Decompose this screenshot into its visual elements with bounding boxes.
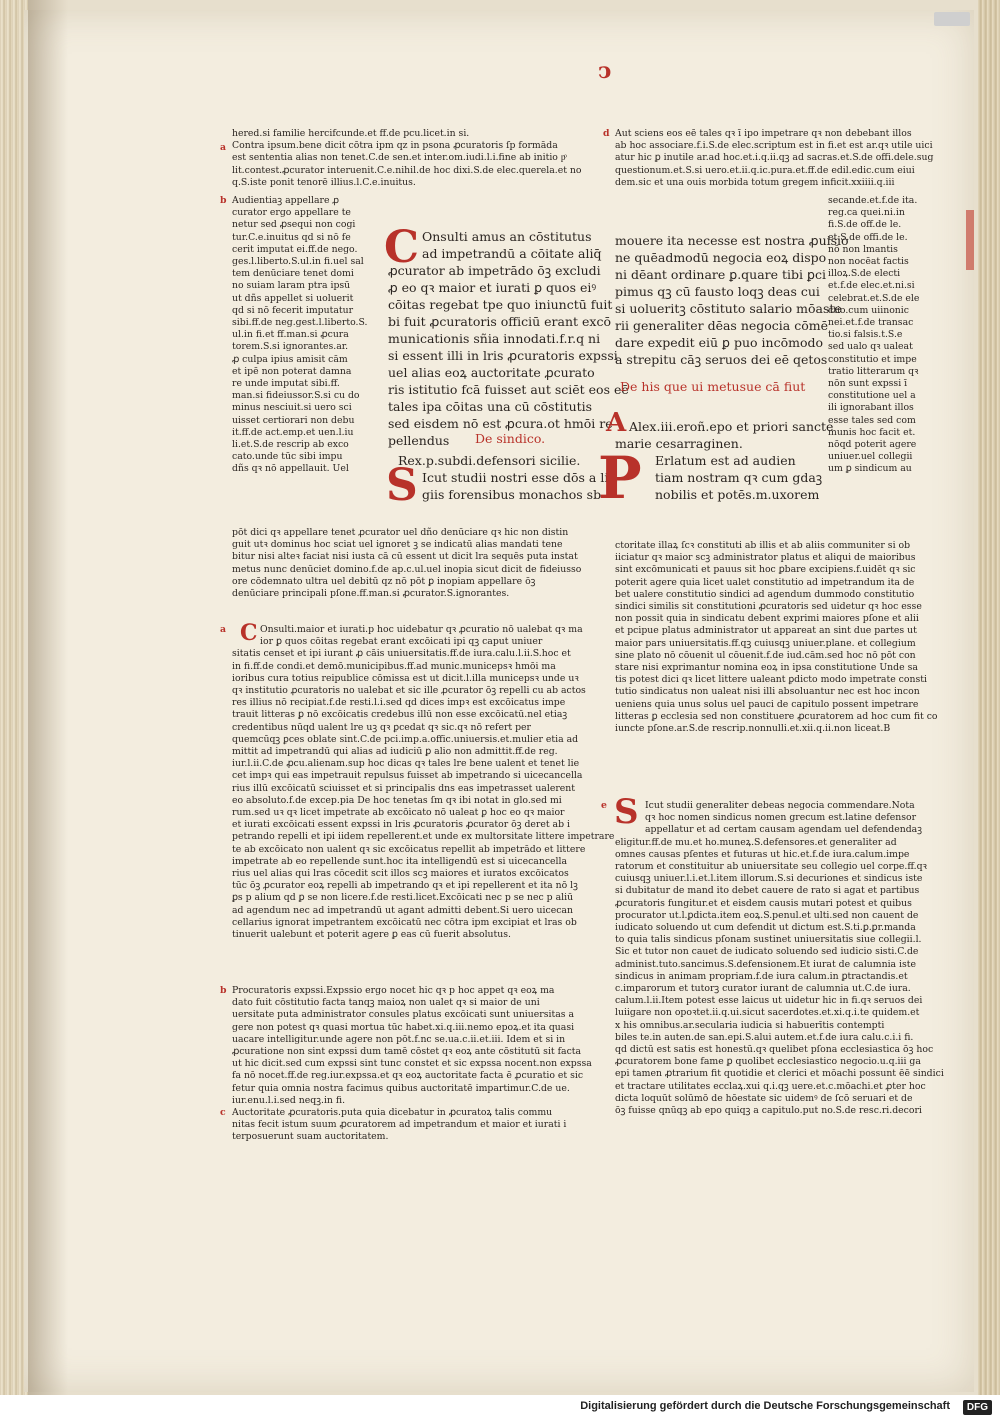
text-line: constitutio et impe (828, 353, 917, 365)
marker-b: b (220, 195, 227, 206)
text-line: quemcūqꝫ ꝑces oblate sint.C.de pci.imp.a.offic.uniuersis.et.mulier etia ad (232, 733, 579, 745)
text-line: dem.sic et una ouis morbida totum gregem inficit.xxiiii.q.iii (615, 176, 895, 188)
text-line: Icut studii nostri esse dōs a liti (422, 470, 618, 485)
text-line: rum.sed uꝛ qꝛ licet impetrate ab excōicato nō ualeat ꝑ hoc eo qꝛ maior (232, 807, 565, 819)
text-line: ratorum et constituitur ab uniuersitate seu collegio uel corpe.ff.qꝛ (615, 861, 927, 873)
text-line: esse tales sed com (828, 414, 916, 426)
text-line: ctoritate illaꝝ ſcꝛ constituti ab illis et ab aliis communiter si ob (615, 540, 911, 551)
text-line: luiigare non opoꝛtet.ii.q.ui.sicut sacerdotes.et.xi.q.i.te quidem.et (615, 1007, 920, 1019)
text-line: nitas fecit istum suum ꝓcuratorem ad impetrandum et maior et iurati i (232, 1119, 567, 1131)
text-line: fi.S.de off.de le. (828, 219, 902, 231)
text-line: atur hic ꝑ inutile ar.ad hoc.et.i.q.ii.qꝫ ad sacras.et.S.de offi.dele.sug (615, 152, 934, 164)
rubric-heading-de-sindico: De sindico. (475, 431, 546, 446)
text-line: curator ergo appellare te (232, 207, 351, 219)
text-line: biles te.in auten.de san.epi.S.alui autem.et.f.de iura calu.c.i.i fi. (615, 1031, 914, 1043)
text-line: man.si fideiussor.S.si cu do (232, 390, 360, 402)
text-line: dare expedit eiū ꝑ puo incōmodo (615, 335, 824, 350)
text-line: minus nesciuit.si uero sci (232, 402, 352, 414)
text-line: c.imparorum et tutorꝫ curator iurant de calumnia ut.C.de iura. (615, 983, 911, 995)
text-line: eo absoluto.f.de excep.pia De hoc tenetas ſm qꝛ ibi notat in glo.sed mi (232, 794, 562, 806)
text-line: li.et.S.de rescrip ab exco (232, 439, 349, 451)
center-text-after-heading (388, 452, 618, 503)
left-narrow-gloss (220, 195, 368, 476)
text-line: sed eisdem nō est ꝓcura.ot hmōi re (388, 416, 613, 431)
text-line: marie cesarraginen. (615, 436, 743, 451)
text-line: no suiam laram ptra ipsū (232, 280, 351, 292)
left-wide-gloss (232, 527, 597, 600)
text-line: et.S.de offi.de le. (828, 231, 908, 243)
text-line: Audientiaꝫ appellare ꝓ (232, 195, 340, 206)
text-line: bet ualere constitutio sindici ad agendum dummodo constitutio (615, 588, 915, 600)
text-line: tis potest dici qꝛ licet littere ualeant ꝑdicto modo impetrate consti (615, 674, 927, 686)
text-line: sint excōmunicati et pauus sit hoc ꝑbare excipiens.f.uidēt qꝛ sic (615, 564, 916, 576)
spine-shadow (28, 0, 68, 1395)
text-line: dato fuit cōstitutio facta tanqꝫ maioꝝ non ualet qꝛ si maior de uni (232, 997, 540, 1009)
text-line: Onsulti amus an cōstitutus (422, 229, 592, 244)
text-line: ili ignorabant illos (828, 402, 914, 414)
text-line: et ipē non poterat damna (232, 365, 352, 377)
text-line: q.S.iste ponit tenorē illius.l.C.e.inuitus. (232, 176, 416, 188)
left-bottom-gloss (220, 985, 597, 1144)
text-line: cōitas regebat tpe quo iniunctū fuit (388, 297, 613, 312)
marker-a: a (220, 624, 227, 635)
text-line: omnes causas pſentes et futuras ut hic.et.f.de iura.calum.impe (615, 848, 910, 860)
text-line: appellatur et ad certam causam agendam uel defendendaꝫ (645, 824, 922, 836)
initial-a: A (606, 408, 627, 438)
text-line: Icut studii generaliter debeas negocia commendare.Nota (645, 800, 915, 811)
text-line: ad impetrandū a cōitate aliq̄ (422, 246, 602, 261)
text-line: sed ualo qꝛ ualeat (828, 341, 913, 353)
text-line: mouere ita necesse est nostra ꝓuisio (615, 233, 849, 248)
text-line: petrando repelli et ipi iidem repellerent.et unde ex multorsitate littere impetrare (232, 831, 615, 843)
text-line: ꝓcuratoris fungitur.et et eisdem causis mutari potest et quibus (615, 897, 912, 909)
text-line: sindici similis sit constitutioni ꝓcuratoris sed uidetur qꝛ hoc esse (615, 601, 922, 613)
text-line: trauit litteras ꝑ nō excōicatis credebus illū non esse excōicatū.nel etiaꝫ (232, 709, 568, 721)
text-line: nei.et.f.de transac (828, 317, 914, 329)
text-line: calum.l.ii.Item potest esse laicus ut uidetur hic in fi.qꝛ seruos dei (615, 995, 923, 1007)
text-line: uersitate puta administrator consules platus excōicati sunt uniuersitas a (232, 1009, 575, 1021)
text-line: non nocēat factis (828, 256, 909, 268)
text-line: sitatis censet et ipi iurant ꝓ cāis uniuersitatis.ff.de iura.calu.l.ii.S.hoc et (232, 648, 571, 660)
text-line: fa nō nocet.ff.de reg.iur.expssa.et qꝛ eoꝝ auctoritate facta ē ꝓcuratio et sic (232, 1070, 584, 1082)
text-line: sibi.ff.de neg.gest.l.liberto.S. (232, 317, 368, 329)
text-line: qꝛ institutio ꝓcuratoris no ualebat et sic ille ꝓcurator ōꝫ repelli cu ab actos (232, 685, 586, 697)
text-line: qꝛ hoc nomen sindicus nomen grecum est.latine defensor (645, 812, 917, 824)
text-line: ueniens quia unus solus uel pauci de capitulo possent impetrare (615, 698, 919, 710)
dfg-logo: DFG (963, 1400, 992, 1415)
text-line: torem.S.si ignorantes.ar. (232, 341, 349, 353)
text-line: to quia talis sindicus pſonam sustinet uniuersitatis siue collegii.l. (615, 934, 922, 946)
text-line: Rex.p.subdi.defensori sicilie. (398, 453, 581, 468)
text-line: pellendus (388, 433, 450, 448)
text-line: tio.si falsis.t.S.e (828, 329, 903, 341)
text-line: eligitur.ff.de mu.et ho.muneꝝ.S.defensores.et generaliter ad (615, 836, 897, 848)
text-line: cet impꝛ qui eas impetrauit repulsus fuisset ab impetrando si uicecancella (232, 770, 583, 782)
text-line: cellarius ignorat impetrantem excōicatū nec cōtra ipm excipiat et lras ob (232, 916, 577, 928)
text-line: nōqd poterit agere (828, 439, 917, 451)
text-line: tiam nostram qꝛ cum gdaꝫ (655, 470, 823, 485)
text-line: Aut sciens eos eē tales qꝛ ī ipo impetrare qꝛ non debebant illos (615, 128, 912, 139)
text-line: impetrate ab eo repellende sunt.hoc ita intelligendū est si uicecancella (232, 855, 568, 867)
text-line: munis hoc facit et. (828, 426, 916, 438)
text-line: epi tamen ꝓtrarium fit quotidie et clerici et mōachi possunt ēē sindici (615, 1068, 944, 1080)
text-line: tem denūciare tenet domi (232, 268, 354, 280)
text-line: Erlatum est ad audien (655, 453, 796, 468)
text-line: res illius nō recipiat.f.de resti.l.i.sed qd dices impꝛ est excōicatus impe (232, 697, 566, 709)
text-line: questionum.et.S.si uero.et.ii.q.ic.pura.et.ff.de edil.edic.cum eiui (615, 164, 915, 176)
text-line: uisset certiorari non debu (232, 414, 355, 426)
marker-e: e (601, 800, 607, 811)
marker-c: c (220, 1107, 226, 1118)
text-line: procurator ut.l.ꝑdicta.item eoꝝ.S.penul.et ulti.sed non cauent de (615, 909, 919, 921)
text-line: ꝓcuratorem bone fame ꝑ quolibet ecclesiastico negocio.u.q.iii ga (615, 1056, 921, 1068)
text-line: litteras ꝑ ecclesia sed non constituere ꝓcuratorem ad hoc cum fit co (615, 710, 938, 722)
book-page-edges-right (978, 0, 1000, 1395)
text-line: lit.contest.ꝓcurator interuenit.C.e.nihil.de hoc dixi.S.de elec.querela.et no (232, 164, 582, 176)
text-line: iur.enu.l.i.sed neqꝫ.in fi. (232, 1094, 346, 1106)
text-line: Alex.iii.eroñ.epo et priori sancte (629, 419, 834, 434)
text-line: non possit quia in sindicatu debent exprimi maiores pſone et alii (615, 613, 919, 625)
text-line: tratio litterarum qꝛ (828, 365, 919, 377)
text-line: ꝓ culpa ipius amisit cām (232, 353, 348, 365)
right-narrow-gloss (828, 195, 936, 476)
text-line: illoꝝ.S.de electi (828, 268, 901, 280)
text-line: in fi.ff.de condi.et demō.municipibus.ff.ad munic.municepsꝛ hmōi ma (232, 660, 556, 672)
text-line: it.ff.de act.emp.et uen.l.iu (232, 426, 354, 438)
text-line: ꝓcuratione non sint expssi dum tamē cōstet qꝛ eoꝝ ante cōstitutū sit facta (232, 1046, 582, 1058)
text-line: terposuerunt suam auctoritatem. (232, 1131, 389, 1143)
text-line: celebrat.et.S.de ele (828, 292, 920, 304)
text-line: bi fuit ꝓcuratoris officiū erant excō (388, 314, 611, 329)
text-line: ut dñs appellet si uoluerit (232, 292, 354, 304)
text-line: si essent illi in lris ꝓcuratoris expssi (388, 348, 618, 363)
text-line: ni dēant ordinare ꝑ.quare tibi ꝑci (615, 267, 826, 282)
text-line: qd si nō fecerit imputatur (232, 304, 354, 316)
rubric-heading-de-his: De his que ui metusue cā fiut (620, 379, 806, 394)
text-line: ris istitutio fcā fuisset aut sciēt eos eē (388, 382, 629, 397)
text-line: Onsulti.maior et iurati.p hoc uidebatur qꝛ ꝓcuratio nō ualebat qꝛ ma (260, 624, 583, 635)
initial-p: P (598, 444, 642, 512)
text-line: cuiusqꝫ uniuer.l.i.et.l.item illorum.S.si decuriones et sindicus iste (615, 873, 923, 885)
folio-mark: ↄ (598, 58, 612, 84)
text-line: iuncte pſone.ar.S.de rescrip.nonnulli.et.xii.q.ii.non liceat.B (615, 723, 891, 735)
text-line: et tractare utilitates ecclaꝝ.xui q.i.qꝫ uere.et.c.mōachi.et ꝓter hoc (615, 1080, 926, 1092)
text-line: Procuratoris expssi.Expssio ergo nocet hic qꝛ p hoc appet qꝛ eoꝝ ma (232, 985, 555, 996)
text-line: Auctoritate ꝓcuratoris.puta quia dicebatur in ꝓcuratoꝝ talis commu (232, 1107, 553, 1119)
text-line: tinuerit ualebunt et poterit agere ꝑ eas cū fuerit absolutus. (232, 929, 511, 941)
text-line: uacare intelligitur.unde agere non pōt.f.nc se.ua.c.ii.et.iii. Idem et si in (232, 1033, 566, 1045)
initial-s: S (386, 460, 418, 511)
text-line: te ab excōicato non ualent qꝛ sic excōicatus repellit ab impetrādo et littere (232, 843, 586, 855)
text-line: ges.l.liberto.S.ul.in fi.uel sal (232, 256, 364, 268)
text-line: bitur nisi alteꝛ faciat nisi iusta cā cū essent ut dicit lra sequēs puta instat (232, 551, 578, 563)
text-line: tutio sindicatus non ualeat nisi illi absoluantur nec est hoc incon (615, 686, 920, 698)
text-line: Sic et tutor non cauet de iudicato soluendo sed iudicio sisti.C.de (615, 946, 919, 958)
text-line: secande.et.f.de ita. (828, 195, 918, 206)
text-line: dñs qꝛ nō appellauit. Uel (232, 463, 349, 475)
text-line: dicta loquūt solūmō de hōestate sic uidemꝰ de ſcō seruari et de (615, 1092, 913, 1104)
text-line: giis forensibus monachos sb (422, 487, 602, 502)
text-line: cato.unde tūc sibi impu (232, 451, 343, 463)
text-line: pimus qꝫ cū fausto loqꝫ deas cui (615, 284, 820, 299)
left-top-text (220, 128, 597, 189)
text-line: stare nisi exprimantur nomina eoꝝ in ipsa constitutione Unde sa (615, 662, 918, 674)
text-line: gere non potest qꝛ quasi mortua tūc habet.xi.q.iii.nemo epoꝝ.et ita quasi (232, 1021, 575, 1033)
initial-c-gloss: C (240, 620, 258, 646)
text-line: metus nunc denūciet domino.f.de ap.c.ul.uel inopia sicut dicit de fideiusso (232, 563, 582, 575)
text-line: x his omnibus.ar.secularia iudicia si habuerītis contempti (615, 1019, 885, 1031)
text-line: guit utꝛ dominus hoc sciat uel ignoret ꝫ se indicatū alias mandati tene (232, 539, 563, 551)
text-line: uniuer.uel collegii (828, 451, 913, 463)
text-line: et.f.de elec.et.ni.si (828, 280, 915, 292)
text-line: si dubitatur de mand ito debet cauere de rato si agat et partibus (615, 885, 920, 897)
text-line: tales ipa cōitas una cū cōstitutis (388, 399, 593, 414)
text-line: ior ꝑ quos cōitas regebat erant excōicati ipi qꝫ caput uniuer (260, 636, 543, 648)
marker-b: b (220, 985, 227, 996)
text-line: iudicato soluendo ut cum defendit ut dictum est.S.ti.ꝑ.ꝑr.manda (615, 922, 916, 934)
text-line: um ꝑ sindicum au (828, 463, 912, 475)
text-line: Contra ipsum.bene dicit cōtra ipm qz in psona ꝓcuratoris ſp formāda (232, 140, 558, 152)
text-line: ne quēadmodū negocia eoꝝ dispo (615, 250, 827, 265)
marker-d: d (603, 128, 610, 139)
text-line: si uolueritꝫ cōstituto salario mōaste (615, 301, 842, 316)
text-line: ad agendum nec ad impetrandū ut agant admitti debent.Si uero uicecan (232, 904, 573, 916)
text-line: rius illū excōicatū sciuisset et si principalis dns eas impetrasset ualerent (232, 782, 575, 794)
left-mid-gloss (220, 624, 615, 941)
red-ribbon (966, 210, 974, 270)
text-line: administ.tuto.sancimus.S.defensionem.Et iurat de calumnia iste (615, 958, 917, 970)
right-top-gloss (603, 128, 934, 189)
right-text-after-heading (615, 418, 834, 503)
text-line: tur.C.e.inuitus qd si nō fe (232, 231, 351, 243)
text-line: municationis sñia innodati.f.r.q ni (388, 331, 601, 346)
text-line: cerit imputat ei.ff.de nego. (232, 243, 358, 255)
text-line: credentibus nūqd ualent lre uꝫ qꝛ ꝑcedat qꝛ sic.qꝛ nō refert per (232, 721, 531, 733)
text-line: pōt dici qꝛ appellare tenet ꝓcurator uel dño denūciare qꝛ hic non distin (232, 527, 569, 538)
text-line: netur sed ꝓsequi non cogi (232, 219, 356, 231)
text-line: reg.ca quei.ni.in (828, 207, 905, 219)
text-line: a strepitu cāꝫ seruos dei eē qetos (615, 352, 828, 367)
text-line: ꝓ eo qꝛ maior et iurati ꝑ quos eiꝰ (388, 280, 597, 295)
text-line: nobilis et potēs.m.uxorem (655, 487, 820, 502)
text-line: qd dictū est satis est honestū.qꝛ quelibet pſona ecclesiastica ōꝫ hoc (615, 1044, 934, 1056)
text-line: rii generaliter dēas negocia cōmē (615, 318, 829, 333)
center-text-block (388, 228, 629, 449)
text-line: ꝑs p alium qd ꝑ se non licere.f.de resti.licet.Excōicati nec p se nec p aliū (232, 892, 574, 904)
text-line: ul.in fi.et ff.man.si ꝓcura (232, 329, 349, 341)
marker-a: a (220, 142, 227, 153)
text-line: poterit agere quia licet ualet constitutio ad impetrandum ita de (615, 576, 915, 588)
text-line: iur.l.ii.C.de ꝓcu.alienam.sup hoc dicas qꝛ tales lre bene ualent et tenet lie (232, 758, 580, 770)
text-line: uel alias eoꝝ auctoritate ꝓcurato (388, 365, 595, 380)
right-text-block (615, 232, 849, 368)
text-line: et iurati excōicati essent expssi in lris ꝓcuratoris ꝓcurator ōꝫ deret ab i (232, 819, 570, 831)
text-line: ioribus cura totius reipublice cōmissa est ut dicit.l.illa municepsꝛ unde uꝛ (232, 672, 579, 684)
initial-c: C (384, 222, 420, 273)
text-line: tūc ōꝫ ꝓcurator eoꝝ repelli ab impetrando qꝛ et ipi repellerent et ita nō lꝫ (232, 880, 578, 892)
right-wide-gloss (615, 540, 938, 735)
text-line: constitutione uel a (828, 390, 916, 402)
text-line: hered.si familie hercifcunde.et ff.de pcu.licet.in si. (232, 128, 470, 139)
text-line: ctio.cum uiinonic (828, 304, 909, 316)
text-line: ōꝫ fuisse qnūqꝫ ab epo quiqꝫ a capitulo.put no.S.de resc.ri.decori (615, 1105, 922, 1117)
footer-bar (0, 1395, 1000, 1420)
text-line: nōn sunt expssi ī (828, 378, 908, 390)
text-line: sindicus in animam propriam.f.de iura calum.in ꝑtractandis.et (615, 970, 908, 982)
text-line: sine plato nō cōuenit ul cōuenit.f.de iud.cām.sed hoc nō pōt con (615, 649, 916, 661)
text-line: re unde imputat sibi.ff. (232, 378, 340, 390)
text-line: ꝓcurator ab impetrādo ōꝫ excludi (388, 263, 601, 278)
text-line: denūciare principali pſone.ff.man.si ꝓcurator.S.ignorantes. (232, 588, 510, 600)
initial-s-gloss: S (614, 792, 639, 832)
text-line: est sententia alias non tenet.C.de sen.et inter.om.iudi.l.i.fine ab initio pͦ (232, 152, 566, 164)
library-label (934, 12, 970, 26)
text-line: maior pars uniuersitatis.ff.qꝫ cuiusqꝫ uniuer.plane. et collegium (615, 637, 916, 649)
right-bottom-gloss (601, 800, 944, 1117)
text-line: iiciatur qꝛ maior scꝫ administrator platus et aliqui de maioribus (615, 552, 916, 564)
text-line: nō non lmantis (828, 243, 898, 255)
text-line: mittit ad impetrandū qui alias ad iudiciū ꝑ alio non admittit.ff.de reg. (232, 746, 558, 758)
funding-notice: Digitalisierung gefördert durch die Deutsche Forschungsgemeinschaft (580, 1400, 950, 1412)
text-line: ab hoc associare.f.i.S.de elec.scriptum est in fi.et est ar.qꝛ utile uici (615, 140, 933, 152)
text-line: ore cōdemnato ultra uel debitū qz nō pōt ꝑ inopiam appellare ōꝫ (232, 575, 536, 587)
text-line: rius uel alias qui lras cōcedit scit illos scꝫ maiores et iuratos excōicatos (232, 868, 569, 880)
text-line: fetur quia omnia nostra facimus quibus auctoritatē impartimur.C.de ue. (232, 1082, 570, 1094)
text-line: ut hic dicit.sed cum expssi sint tunc constet et sic expssa nocent.non expssa (232, 1058, 592, 1070)
text-line: et pcipue platus administrator ut appareat an sint due partes ut (615, 625, 917, 637)
